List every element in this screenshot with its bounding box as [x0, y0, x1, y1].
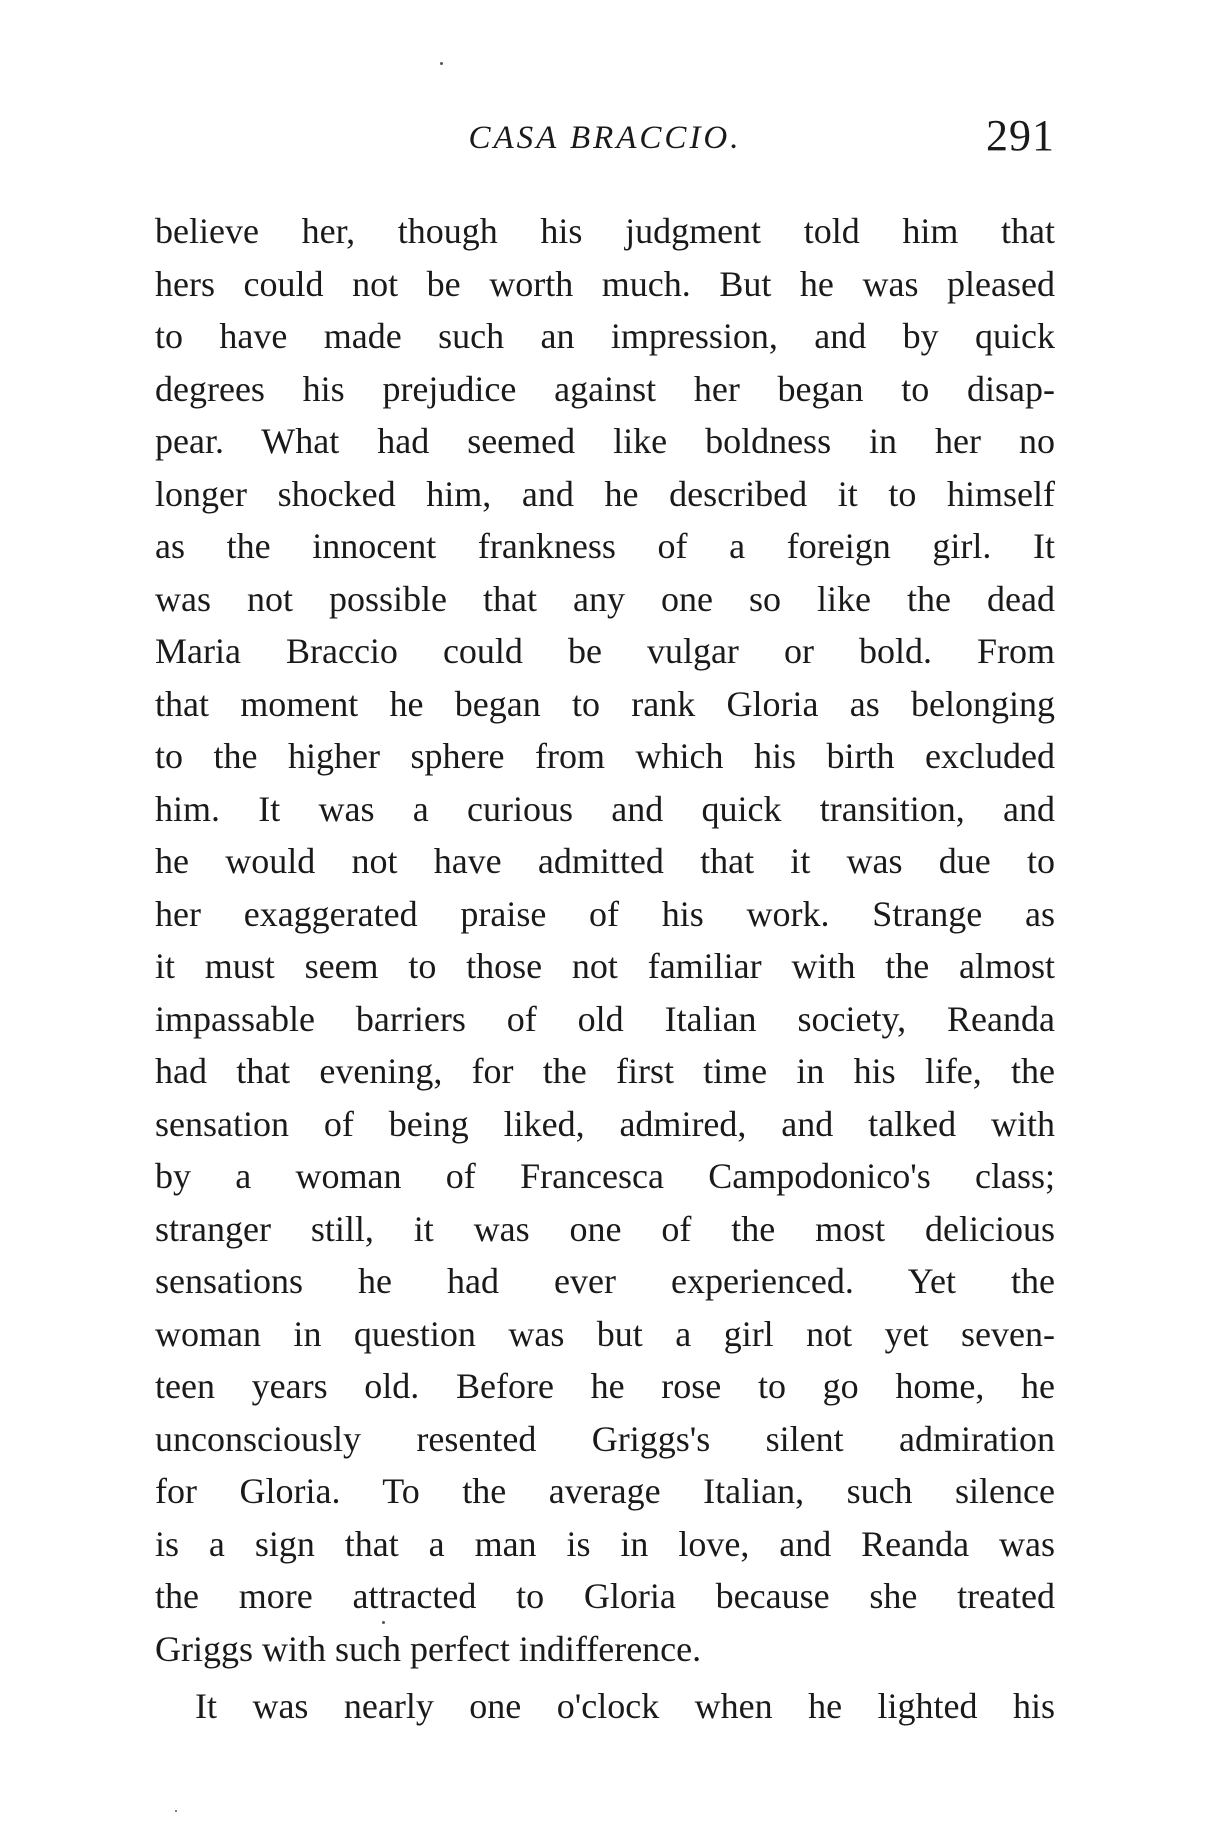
text-line: was not possible that any one so like the dead: [155, 578, 1055, 619]
text-line: it must seem to those not familiar with the almost: [155, 946, 1055, 986]
text-line: that moment he began to rank Gloria as belonging: [155, 683, 1055, 724]
text-line: by a woman of Francesca Campodonico's class;: [155, 1156, 1055, 1196]
text-line: believe her, though his judgment told him that: [155, 211, 1055, 251]
text-line: longer shocked him, and he described it to himself: [155, 473, 1055, 514]
running-title: CASA BRACCIO.: [468, 120, 742, 156]
text-line: degrees his prejudice against her began to disap-: [155, 368, 1055, 409]
text-line: teen years old. Before he rose to go home, he: [155, 1366, 1055, 1406]
text-line: him. It was a curious and quick transition, and: [155, 788, 1055, 829]
text-line: pear. What had seemed like boldness in her no: [155, 421, 1055, 461]
text-line: impassable barriers of old Italian society, Reanda: [155, 998, 1055, 1039]
text-line: her exaggerated praise of his work. Strange as: [155, 893, 1055, 934]
text-line: Maria Braccio could be vulgar or bold. From: [155, 631, 1055, 671]
paper-speck: [440, 62, 443, 65]
paragraph: [155, 205, 1055, 1675]
text-line: Griggs with such perfect indifference.: [155, 1628, 702, 1669]
text-line: he would not have admitted that it was due to: [155, 841, 1055, 881]
text-line: for Gloria. To the average Italian, such silence: [155, 1471, 1055, 1511]
paragraph: [155, 1680, 1055, 1733]
text-line: stranger still, it was one of the most delicious: [155, 1208, 1055, 1249]
text-line: hers could not be worth much. But he was pleased: [155, 263, 1055, 304]
text-line: to have made such an impression, and by quick: [155, 316, 1055, 356]
body-text: [155, 205, 1055, 1733]
text-line: is a sign that a man is in love, and Reanda was: [155, 1523, 1055, 1564]
text-line: woman in question was but a girl not yet seven-: [155, 1313, 1055, 1354]
paper-speck: [382, 1621, 385, 1624]
text-line: to the higher sphere from which his birth excluded: [155, 736, 1055, 776]
page-number: 291: [986, 111, 1055, 160]
text-line: the more attracted to Gloria because she treated: [155, 1576, 1055, 1616]
paper-speck: [175, 1810, 177, 1812]
text-line: had that evening, for the first time in his life, the: [155, 1051, 1055, 1091]
text-line: as the innocent frankness of a foreign girl. It: [155, 526, 1055, 566]
running-head: [155, 108, 1055, 168]
text-line: sensation of being liked, admired, and talked with: [155, 1103, 1055, 1144]
text-line: unconsciously resented Griggs's silent admiration: [155, 1418, 1055, 1459]
text-line: It was nearly one o'clock when he lighted his: [195, 1686, 1055, 1726]
text-line: sensations he had ever experienced. Yet the: [155, 1261, 1055, 1301]
